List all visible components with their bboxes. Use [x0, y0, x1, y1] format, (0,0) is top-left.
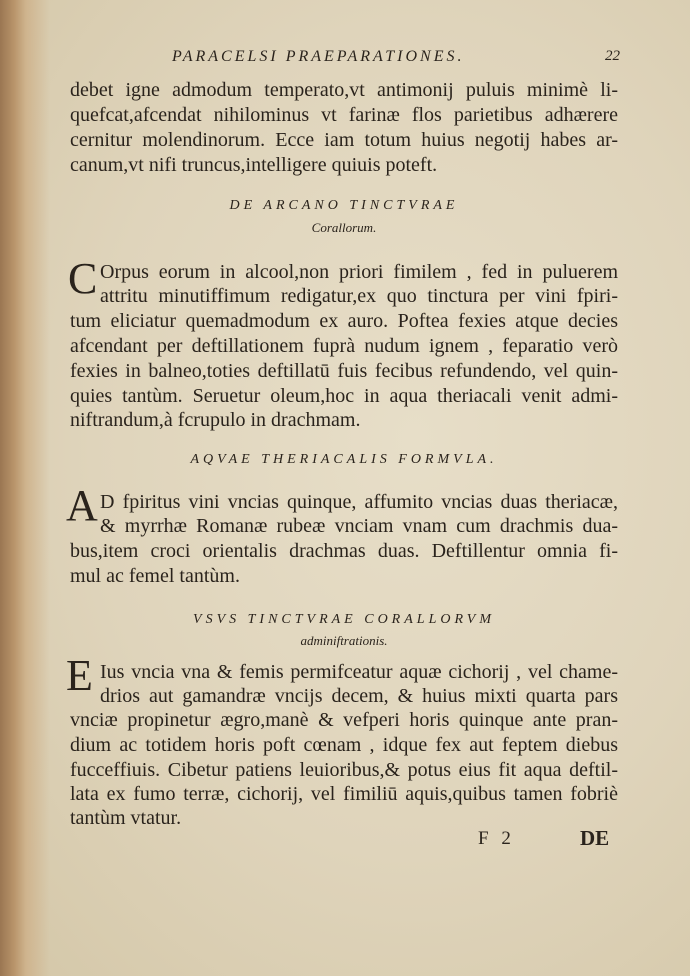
- text-line: mul ac femel tantùm.: [70, 565, 240, 587]
- text-line: Orpus eorum in alcool,non priori fimilem , fed in puluerem: [100, 261, 618, 283]
- catchword: DE: [580, 826, 610, 850]
- page-header: [172, 48, 620, 70]
- text-line: & myrrhæ Romanæ rubeæ vnciam vnam cum drachmis dua-: [100, 515, 618, 537]
- text-line: Ius vncia vna & femis permifceatur aquæ cichorij , vel chame-: [100, 661, 618, 683]
- text-line: lata ex fumo terræ, cichorij, vel fimiliū aquis,quibus tamen fobriè: [70, 783, 618, 805]
- text-line: canum,vt nifi truncus,intelligere quiuis poteft.: [70, 154, 438, 176]
- text-line: quies tantùm. Seruetur oleum,hoc in aqua theriacali venit admi-: [70, 385, 618, 407]
- text-line: debet igne admodum temperato,vt antimonij puluis minimè li-: [70, 79, 618, 101]
- section-heading: VSVS TINCTVRAE CORALLORVM: [193, 612, 495, 627]
- text-line: dium ac totidem horis poft cœnam , idque fex aut feptem diebus: [70, 734, 618, 756]
- running-title: PARACELSI PRAEPARATIONES.: [172, 48, 465, 65]
- section-subheading: Corallorum.: [311, 220, 377, 235]
- page-number: 22: [605, 48, 620, 64]
- text-line: bus,item croci orientalis drachmas duas. Deftillentur omnia fi-: [70, 540, 618, 562]
- section-heading: DE ARCANO TINCTVRAE: [229, 198, 459, 213]
- text-line: attritu minutiffimum redigatur,ex quo tinctura per vini fpiri-: [100, 285, 618, 307]
- text-line: fucceffiuis. Cibetur patiens leuioribus,& potus eius fit aqua deftil-: [70, 759, 618, 781]
- section-subheading: adminiftrationis.: [300, 633, 388, 648]
- text-line: drios aut gamandræ vncijs decem, & huius mixti quarta pars: [100, 685, 618, 707]
- text-line: niftrandum,à fcrupulo in drachmam.: [70, 409, 361, 431]
- signature-mark: F 2: [478, 828, 515, 849]
- text-line: cernitur molendinorum. Ecce iam totum huius negotij habes ar-: [70, 129, 618, 151]
- text-line: tum eliciatur quemadmodum ex auro. Poftea fexies atque decies: [70, 310, 618, 332]
- text-line: vnciæ propinetur ægro,manè & vefperi horis quinque ante pran-: [70, 709, 618, 731]
- text-line: D fpiritus vini vncias quinque, affumito vncias duas theriacæ,: [100, 491, 618, 513]
- drop-cap-initial: C: [68, 254, 98, 303]
- text-line: tantùm vtatur.: [70, 807, 182, 829]
- drop-cap-initial: E: [66, 651, 93, 700]
- text-line: afcendant per deftillationem fuprà nudum ignem , feparatio verò: [70, 335, 618, 357]
- text-line: quefcat,afcendat nihilominus vt farinæ flos parietibus adhærere: [70, 104, 618, 126]
- section-heading: AQVAE THERIACALIS FORMVLA.: [190, 452, 498, 467]
- drop-cap-initial: A: [66, 481, 98, 530]
- text-line: fexies in balneo,toties deftillatū fuis fecibus refundendo, vel quin-: [70, 360, 618, 382]
